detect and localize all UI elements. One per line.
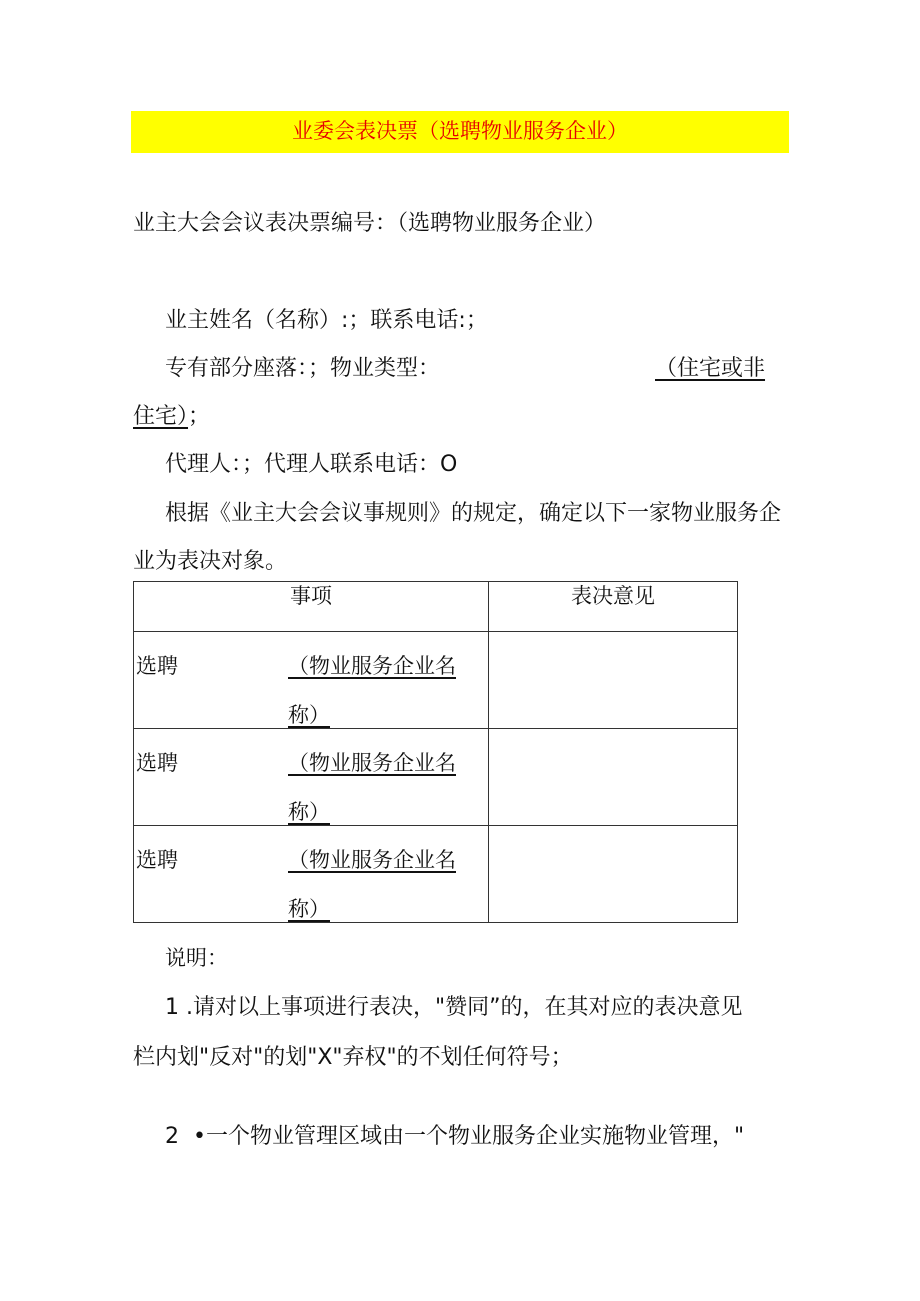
company-name-line-2: 称） <box>288 897 330 921</box>
company-name-line-1: （物业服务企业名 <box>288 654 456 678</box>
header-opinion: 表决意见 <box>489 582 738 632</box>
item-label: 选聘 <box>136 751 178 775</box>
item-cell <box>134 632 489 729</box>
ballot-number-line: 业主大会会议表决票编号：（选聘物业服务企业） <box>133 211 607 236</box>
company-name-line-2: 称） <box>288 703 330 727</box>
opinion-cell[interactable] <box>489 729 738 826</box>
basis-line-2: 业为表决对象。 <box>133 549 288 574</box>
table-row <box>134 729 738 826</box>
company-name-line-1: （物业服务企业名 <box>288 751 456 775</box>
table-header-row <box>134 582 738 632</box>
opinion-cell[interactable] <box>489 632 738 729</box>
item-cell <box>134 826 489 923</box>
property-type-hint-2: 住宅） <box>133 404 189 429</box>
table-row <box>134 632 738 729</box>
opinion-cell[interactable] <box>489 826 738 923</box>
note-2-line-1: 2 •一个物业管理区域由一个物业服务企业实施物业管理，" <box>165 1124 745 1149</box>
item-label: 选聘 <box>136 848 178 872</box>
vote-table <box>133 581 738 923</box>
header-item: 事项 <box>134 582 489 632</box>
item-label: 选聘 <box>136 654 178 678</box>
property-type-hint-1: （住宅或非 <box>655 356 766 381</box>
item-cell <box>134 729 489 826</box>
property-type-line-2 <box>133 399 210 430</box>
company-name-line-1: （物业服务企业名 <box>288 848 456 872</box>
notes-heading: 说明： <box>165 946 228 970</box>
property-line-prefix: 专有部分座落：；物业类型： <box>165 356 441 381</box>
table-row <box>134 826 738 923</box>
property-line-suffix: ； <box>188 404 211 429</box>
company-name-line-2: 称） <box>288 800 330 824</box>
basis-line-1: 根据《业主大会会议事规则》的规定，确定以下一家物业服务企 <box>165 501 782 526</box>
note-1-line-2: 栏内划"反对"的划"X"弃权"的不划任何符号； <box>133 1045 573 1070</box>
owner-line: 业主姓名（名称）:；联系电话:； <box>165 308 488 333</box>
agent-line: 代理人：；代理人联系电话：O <box>165 452 458 477</box>
page-title: 业委会表决票（选聘物业服务企业） <box>131 111 789 153</box>
note-1-line-1: 1 .请对以上事项进行表决，"赞同”的，在其对应的表决意见 <box>165 995 743 1020</box>
